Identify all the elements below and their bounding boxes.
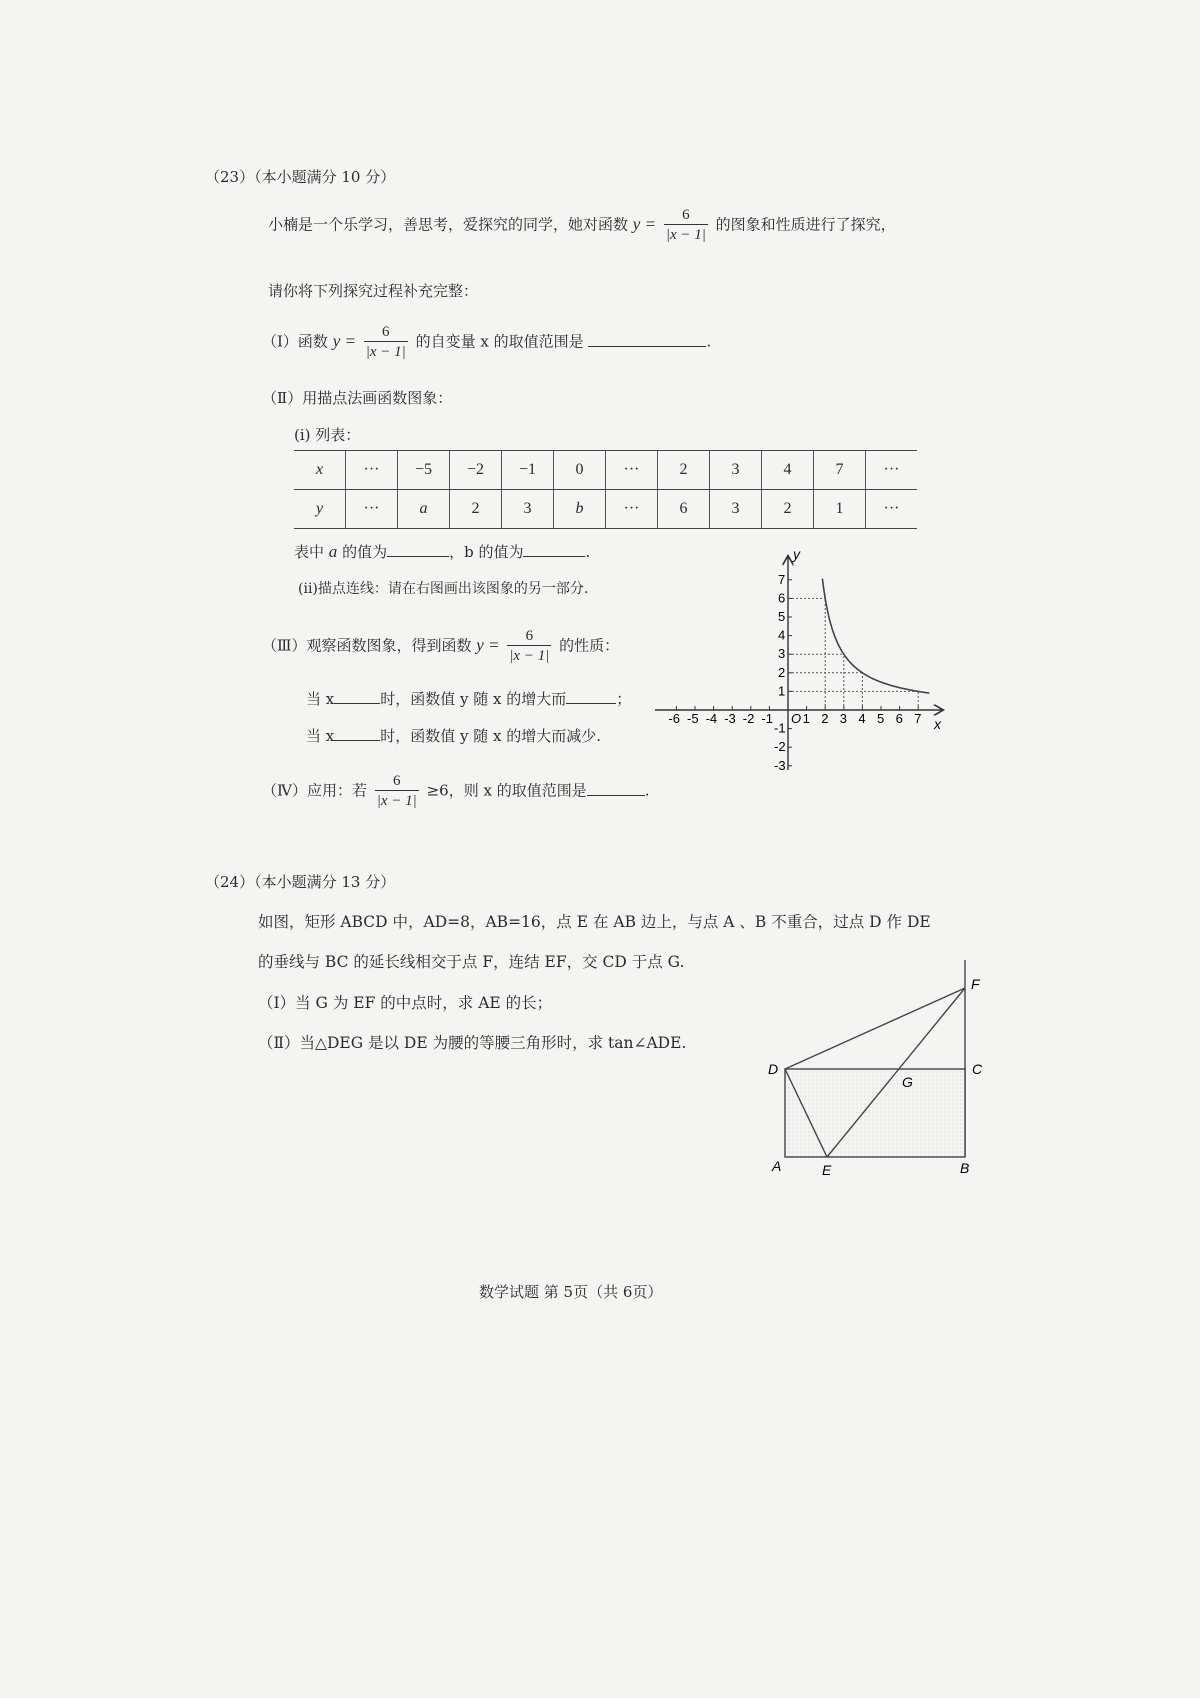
q24-line2: 的垂线与 BC 的延长线相交于点 F，连结 EF，交 CD 于点 G. xyxy=(258,953,685,971)
table-row-x xyxy=(294,451,917,490)
table-cell: −5 xyxy=(398,451,450,490)
table-cell: 2 xyxy=(658,451,710,490)
q23-prop2: 当 x 时，函数值 y 随 x 的增大而减少. xyxy=(306,727,602,745)
label-F: F xyxy=(971,976,980,992)
y-tick-label: 3 xyxy=(778,646,786,662)
table-cell-a: a xyxy=(398,490,450,529)
q23-intro-func: y = xyxy=(632,214,657,234)
rectangle-ABCD xyxy=(785,1069,965,1157)
table-cell: 2 xyxy=(762,490,814,529)
table-cell: 6 xyxy=(658,490,710,529)
q23-part4-fraction: $\frac{6}{|x - 1|}$ xyxy=(376,773,417,809)
q23-intro-fraction: $\frac{6}{|x - 1|}$ xyxy=(665,207,706,243)
function-graph xyxy=(650,545,950,785)
y-tick-label: -3 xyxy=(774,757,786,773)
q23-part1-label: （Ⅰ）函数 xyxy=(262,332,328,351)
q23-part4: （Ⅳ）应用：若 $\frac{6}{|x - 1|}$ ≥6，则 x 的取值范围是 . xyxy=(262,773,650,809)
label-A: A xyxy=(772,1158,782,1174)
x-tick-label: 5 xyxy=(877,711,885,726)
y-tick-label: 2 xyxy=(778,664,786,680)
value-table xyxy=(294,450,917,529)
table-cell: ··· xyxy=(606,490,658,529)
page-footer: 数学试题 第 5页（共 6页） xyxy=(479,1283,663,1301)
table-cell: ··· xyxy=(866,490,918,529)
q23-prop1: 当 x 时，函数值 y 随 x 的增大而 ； xyxy=(306,690,632,708)
q23-part1-after: 的自变量 x 的取值范围是 xyxy=(415,332,584,351)
a-answer-blank[interactable] xyxy=(387,542,449,557)
q23-part2: （Ⅱ）用描点法画函数图象： xyxy=(262,389,453,407)
table-cell: −2 xyxy=(450,451,502,490)
y-tick-label: 4 xyxy=(778,627,786,643)
table-cell: ··· xyxy=(346,451,398,490)
x-axis-label: x xyxy=(934,716,941,732)
q23-intro xyxy=(268,206,896,245)
axis-ticks xyxy=(668,572,921,773)
label-C: C xyxy=(972,1061,983,1077)
y-axis-label: y xyxy=(793,546,800,562)
q23-part1-answer-blank[interactable] xyxy=(588,332,706,347)
var-a: a xyxy=(328,542,338,561)
y-tick-label: 6 xyxy=(778,590,786,606)
q23-part1: （Ⅰ）函数 y = $\frac{6}{|x - 1|}$ 的自变量 x 的取值范围是 . xyxy=(262,324,712,360)
q23-intro-after: 的图象和性质进行了探究， xyxy=(715,215,896,234)
table-cell: 2 xyxy=(450,490,502,529)
label-D: D xyxy=(768,1061,779,1077)
q24-header: （24）（本小题满分 13 分） xyxy=(205,873,396,891)
x-tick-label: 1 xyxy=(802,711,810,726)
table-cell-b: b xyxy=(554,490,606,529)
table-cell: 1 xyxy=(814,490,866,529)
y-tick-label: 5 xyxy=(778,609,786,624)
q24-line1: 如图，矩形 ABCD 中，AD=8，AB=16，点 E 在 AB 边上，与点 A 、B 不重合，过点 D 作 DE xyxy=(258,913,931,931)
x-tick-label: -4 xyxy=(705,711,718,726)
q23-part1-func: y = xyxy=(332,331,356,351)
x-tick-label: -5 xyxy=(687,711,699,726)
q23-part3-fraction: $\frac{6}{|x - 1|}$ xyxy=(509,628,550,664)
segment-DF xyxy=(785,988,965,1069)
prop2-x-blank[interactable] xyxy=(334,726,380,741)
q24-part2: （Ⅱ）当△DEG 是以 DE 为腰的等腰三角形时，求 tan∠ADE. xyxy=(258,1034,687,1052)
y-tick-label: 1 xyxy=(778,683,786,699)
table-cell: 4 xyxy=(762,451,814,490)
table-cell: ··· xyxy=(346,490,398,529)
x-tick-label: -1 xyxy=(761,711,773,726)
y-tick-label: -1 xyxy=(774,720,786,736)
x-tick-label: 6 xyxy=(895,711,903,726)
label-B: B xyxy=(960,1160,970,1176)
table-row-y xyxy=(294,490,917,529)
q23-part3: （Ⅲ）观察函数图象，得到函数 y = $\frac{6}{|x - 1|}$ 的性质： xyxy=(262,628,620,664)
table-cell-y-label: y xyxy=(294,490,346,529)
b-answer-blank[interactable] xyxy=(523,542,585,557)
dotted-guides xyxy=(788,598,918,710)
origin-label: O xyxy=(791,711,802,726)
q23-sub2: (ⅱ)描点连线：请在右图画出该图象的另一部分. xyxy=(298,581,589,597)
q23-fill-ab: 表中 a 的值为 ，b 的值为 . xyxy=(294,542,591,561)
x-tick-label: 7 xyxy=(914,711,922,726)
table-cell: 3 xyxy=(710,451,762,490)
q23-header: （23）（本小题满分 10 分） xyxy=(205,168,396,186)
q23-intro2: 请你将下列探究过程补充完整： xyxy=(268,282,479,300)
table-cell: ··· xyxy=(606,451,658,490)
y-tick-label: -2 xyxy=(774,739,786,755)
prop1-trend-blank[interactable] xyxy=(566,689,616,704)
q23-part1-fraction: $\frac{6}{|x - 1|}$ xyxy=(365,324,406,360)
q24-part1: （Ⅰ）当 G 为 EF 的中点时，求 AE 的长； xyxy=(258,994,553,1012)
label-G: G xyxy=(902,1074,913,1090)
table-cell: −1 xyxy=(502,451,554,490)
x-tick-label: -6 xyxy=(668,711,680,726)
table-cell: ··· xyxy=(866,451,918,490)
table-cell: 0 xyxy=(554,451,606,490)
table-cell: 3 xyxy=(710,490,762,529)
table-cell: 7 xyxy=(814,451,866,490)
x-tick-label: 2 xyxy=(821,711,829,726)
q23-sub1: (ⅰ) 列表： xyxy=(294,426,361,444)
x-tick-label: -3 xyxy=(724,711,736,726)
prop1-x-blank[interactable] xyxy=(334,689,380,704)
label-E: E xyxy=(822,1162,832,1178)
x-tick-label: -2 xyxy=(742,711,755,726)
table-cell: 3 xyxy=(502,490,554,529)
x-tick-label: 3 xyxy=(839,711,848,726)
q23-intro-before: 小楠是一个乐学习，善思考，爱探究的同学，她对函数 xyxy=(268,215,629,234)
table-cell-x-label: x xyxy=(294,451,346,490)
x-tick-label: 4 xyxy=(858,711,866,726)
part4-answer-blank[interactable] xyxy=(587,781,645,796)
function-curve xyxy=(822,579,929,693)
y-tick-label: 7 xyxy=(778,571,786,587)
rectangle-figure xyxy=(760,955,1000,1195)
